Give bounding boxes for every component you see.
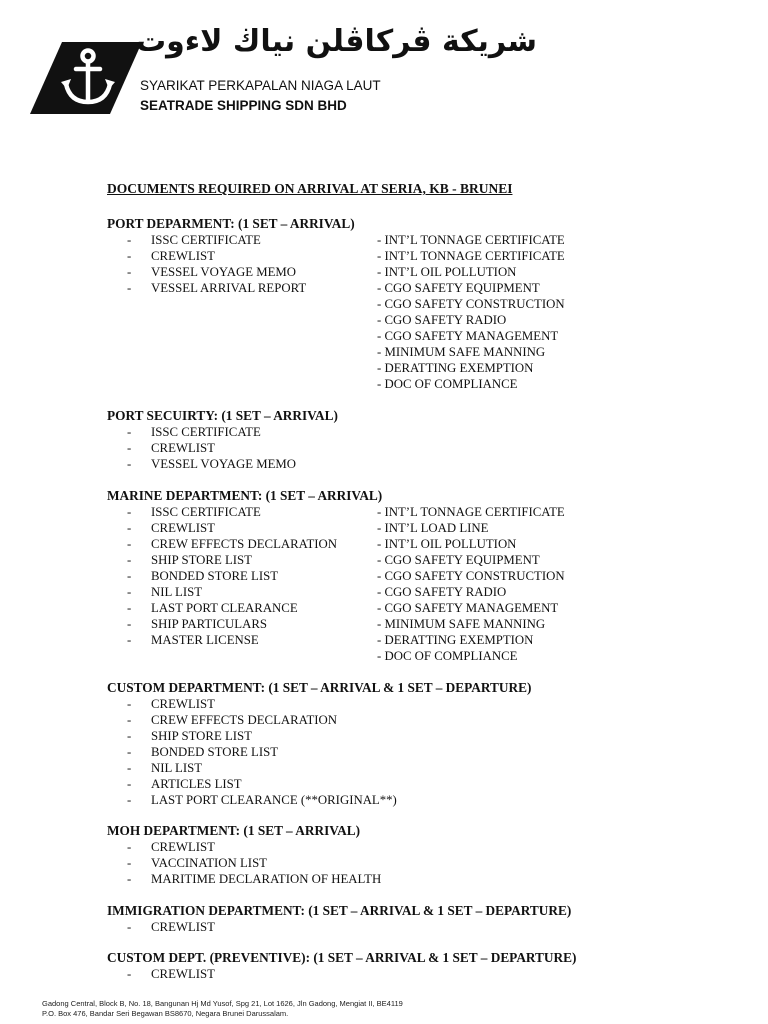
left-document-list: [107, 424, 296, 472]
left-document-list: [107, 919, 215, 935]
section-custom-preventive: [107, 950, 607, 982]
document-name: - DOC OF COMPLIANCE: [377, 649, 518, 663]
document-list-item: [107, 616, 337, 632]
section-heading: PORT SECUIRTY: (1 SET – ARRIVAL): [107, 408, 338, 423]
list-dash: -: [127, 840, 132, 854]
document-name: SHIP PARTICULARS: [151, 617, 267, 631]
list-dash: -: [127, 537, 132, 551]
document-list-item: [377, 360, 565, 376]
right-document-list: [377, 504, 565, 664]
document-name: - MINIMUM SAFE MANNING: [377, 345, 546, 359]
document-name: - DERATTING EXEMPTION: [377, 361, 534, 375]
document-list-item: [107, 248, 306, 264]
document-name: SHIP STORE LIST: [151, 729, 252, 743]
document-list-item: [107, 264, 306, 280]
list-dash: -: [127, 505, 132, 519]
document-list-item: [107, 712, 397, 728]
document-name: - CGO SAFETY EQUIPMENT: [377, 553, 540, 567]
document-list-item: [107, 440, 296, 456]
document-list-item: [107, 855, 381, 871]
document-list-item: [377, 344, 565, 360]
letterhead: [30, 22, 570, 122]
document-list-item: [107, 232, 306, 248]
document-list-item: [377, 296, 565, 312]
document-name: BONDED STORE LIST: [151, 569, 279, 583]
list-dash: -: [127, 777, 132, 791]
list-dash: -: [127, 920, 132, 934]
document-columns: [107, 696, 607, 808]
document-name: CREWLIST: [151, 967, 215, 981]
list-dash: -: [127, 729, 132, 743]
document-name: ISSC CERTIFICATE: [151, 233, 261, 247]
document-name: - INT’L TONNAGE CERTIFICATE: [377, 233, 565, 247]
document-name: CREWLIST: [151, 920, 215, 934]
document-title: DOCUMENTS REQUIRED ON ARRIVAL AT SERIA, KB - BRUNEI: [107, 181, 513, 196]
document-name: - CGO SAFETY RADIO: [377, 313, 507, 327]
document-list-item: [377, 232, 565, 248]
left-document-list: [107, 232, 306, 296]
document-list-item: [377, 248, 565, 264]
section-heading: PORT DEPARMENT: (1 SET – ARRIVAL): [107, 216, 355, 231]
document-name: CREWLIST: [151, 441, 215, 455]
list-dash: -: [127, 856, 132, 870]
list-dash: -: [127, 617, 132, 631]
document-list-item: [107, 552, 337, 568]
list-dash: -: [127, 967, 132, 981]
list-dash: -: [127, 713, 132, 727]
document-name: CREWLIST: [151, 249, 215, 263]
document-name: MARITIME DECLARATION OF HEALTH: [151, 872, 382, 886]
document-name: - CGO SAFETY EQUIPMENT: [377, 281, 540, 295]
list-dash: -: [127, 521, 132, 535]
left-document-list: [107, 696, 397, 808]
document-list-item: [377, 536, 565, 552]
section-marine-department: [107, 488, 607, 664]
document-list-item: [377, 568, 565, 584]
right-document-list: [377, 232, 565, 392]
document-name: NIL LIST: [151, 761, 203, 775]
document-list-item: [377, 616, 565, 632]
document-name: - INT’L OIL POLLUTION: [377, 265, 517, 279]
company-name-jawi: شريكة ڤرکاڤلن نياڬ لاءوت: [136, 24, 538, 59]
document-list-item: [377, 264, 565, 280]
document-columns: [107, 504, 607, 664]
list-dash: -: [127, 745, 132, 759]
document-name: LAST PORT CLEARANCE (**ORIGINAL**): [151, 793, 397, 807]
list-dash: -: [127, 793, 132, 807]
document-list-item: [107, 792, 397, 808]
footer-address-line: Gadong Central, Block B, No. 18, Bangunan Hj Md Yusof, Spg 21, Lot 1626, Jln Gadong, Mengiat II, BE4119: [42, 999, 403, 1008]
list-dash: -: [127, 633, 132, 647]
section-immigration-department: [107, 903, 607, 935]
document-name: MASTER LICENSE: [151, 633, 259, 647]
document-name: VESSEL VOYAGE MEMO: [151, 457, 297, 471]
document-name: - CGO SAFETY MANAGEMENT: [377, 329, 559, 343]
document-list-item: [377, 648, 565, 664]
document-list-item: [107, 504, 337, 520]
document-name: VACCINATION LIST: [151, 856, 268, 870]
document-name: - MINIMUM SAFE MANNING: [377, 617, 546, 631]
list-dash: -: [127, 601, 132, 615]
list-dash: -: [127, 233, 132, 247]
document-list-item: [107, 776, 397, 792]
document-list-item: [107, 520, 337, 536]
document-list-item: [107, 600, 337, 616]
document-name: - INT’L TONNAGE CERTIFICATE: [377, 249, 565, 263]
section-heading: MARINE DEPARTMENT: (1 SET – ARRIVAL): [107, 488, 383, 503]
document-name: LAST PORT CLEARANCE: [151, 601, 298, 615]
document-name: - DOC OF COMPLIANCE: [377, 377, 518, 391]
document-list-item: [107, 728, 397, 744]
document-name: CREWLIST: [151, 697, 215, 711]
document-name: BONDED STORE LIST: [151, 745, 279, 759]
document-list-item: [107, 966, 215, 982]
document-list-item: [377, 328, 565, 344]
document-name: - CGO SAFETY CONSTRUCTION: [377, 569, 565, 583]
document-list-item: [377, 376, 565, 392]
document-name: - INT’L OIL POLLUTION: [377, 537, 517, 551]
document-name: ISSC CERTIFICATE: [151, 505, 261, 519]
list-dash: -: [127, 281, 132, 295]
section-heading: MOH DEPARTMENT: (1 SET – ARRIVAL): [107, 823, 361, 838]
document-name: NIL LIST: [151, 585, 203, 599]
document-list-item: [107, 871, 381, 887]
list-dash: -: [127, 425, 132, 439]
list-dash: -: [127, 585, 132, 599]
document-name: CREW EFFECTS DECLARATION: [151, 537, 338, 551]
list-dash: -: [127, 872, 132, 886]
document-list-item: [107, 744, 397, 760]
document-list-item: [377, 312, 565, 328]
left-document-list: [107, 839, 381, 887]
list-dash: -: [127, 441, 132, 455]
document-name: CREW EFFECTS DECLARATION: [151, 713, 338, 727]
document-list-item: [107, 424, 296, 440]
document-name: CREWLIST: [151, 521, 215, 535]
document-list-item: [377, 552, 565, 568]
document-list-item: [107, 536, 337, 552]
section-port-department: [107, 216, 607, 392]
footer-po-box-line: P.O. Box 476, Bandar Seri Begawan BS8670, Negara Brunei Darussalam.: [42, 1009, 289, 1018]
section-heading: CUSTOM DEPT. (PREVENTIVE): (1 SET – ARRIVAL & 1 SET – DEPARTURE): [107, 950, 577, 965]
left-document-list: [107, 504, 337, 648]
document-name: - CGO SAFETY MANAGEMENT: [377, 601, 559, 615]
company-name-malay: SYARIKAT PERKAPALAN NIAGA LAUT: [140, 78, 381, 93]
section-custom-department: [107, 680, 607, 808]
document-name: VESSEL VOYAGE MEMO: [151, 265, 297, 279]
document-name: - INT’L LOAD LINE: [377, 521, 489, 535]
left-document-list: [107, 966, 215, 982]
document-list-item: [107, 568, 337, 584]
section-heading: CUSTOM DEPARTMENT: (1 SET – ARRIVAL & 1 SET – DEPARTURE): [107, 680, 532, 695]
document-columns: [107, 232, 607, 392]
document-list-item: [107, 696, 397, 712]
document-name: CREWLIST: [151, 840, 215, 854]
document-list-item: [377, 280, 565, 296]
list-dash: -: [127, 457, 132, 471]
document-list-item: [107, 919, 215, 935]
document-name: - CGO SAFETY CONSTRUCTION: [377, 297, 565, 311]
footer-address: [42, 999, 742, 1019]
section-heading: IMMIGRATION DEPARTMENT: (1 SET – ARRIVAL & 1 SET – DEPARTURE): [107, 903, 572, 918]
document-list-item: [107, 760, 397, 776]
document-name: ISSC CERTIFICATE: [151, 425, 261, 439]
document-name: - DERATTING EXEMPTION: [377, 633, 534, 647]
document-list-item: [377, 600, 565, 616]
document-list-item: [107, 280, 306, 296]
document-list-item: [107, 839, 381, 855]
section-moh-department: [107, 823, 607, 887]
anchor-icon: [30, 42, 142, 114]
document-name: SHIP STORE LIST: [151, 553, 252, 567]
document-list-item: [377, 504, 565, 520]
section-port-security: [107, 408, 607, 472]
document-name: - INT’L TONNAGE CERTIFICATE: [377, 505, 565, 519]
document-list-item: [377, 632, 565, 648]
list-dash: -: [127, 569, 132, 583]
document-columns: [107, 839, 607, 887]
document-columns: [107, 919, 607, 935]
list-dash: -: [127, 553, 132, 567]
document-name: VESSEL ARRIVAL REPORT: [151, 281, 307, 295]
list-dash: -: [127, 697, 132, 711]
document-list-item: [107, 584, 337, 600]
document-list-item: [377, 520, 565, 536]
document-name: - CGO SAFETY RADIO: [377, 585, 507, 599]
document-columns: [107, 424, 607, 472]
list-dash: -: [127, 761, 132, 775]
list-dash: -: [127, 249, 132, 263]
document-list-item: [107, 456, 296, 472]
document-list-item: [107, 632, 337, 648]
document-list-item: [377, 584, 565, 600]
document-name: ARTICLES LIST: [151, 777, 242, 791]
document-columns: [107, 966, 607, 982]
company-name-english: SEATRADE SHIPPING SDN BHD: [140, 98, 347, 113]
list-dash: -: [127, 265, 132, 279]
